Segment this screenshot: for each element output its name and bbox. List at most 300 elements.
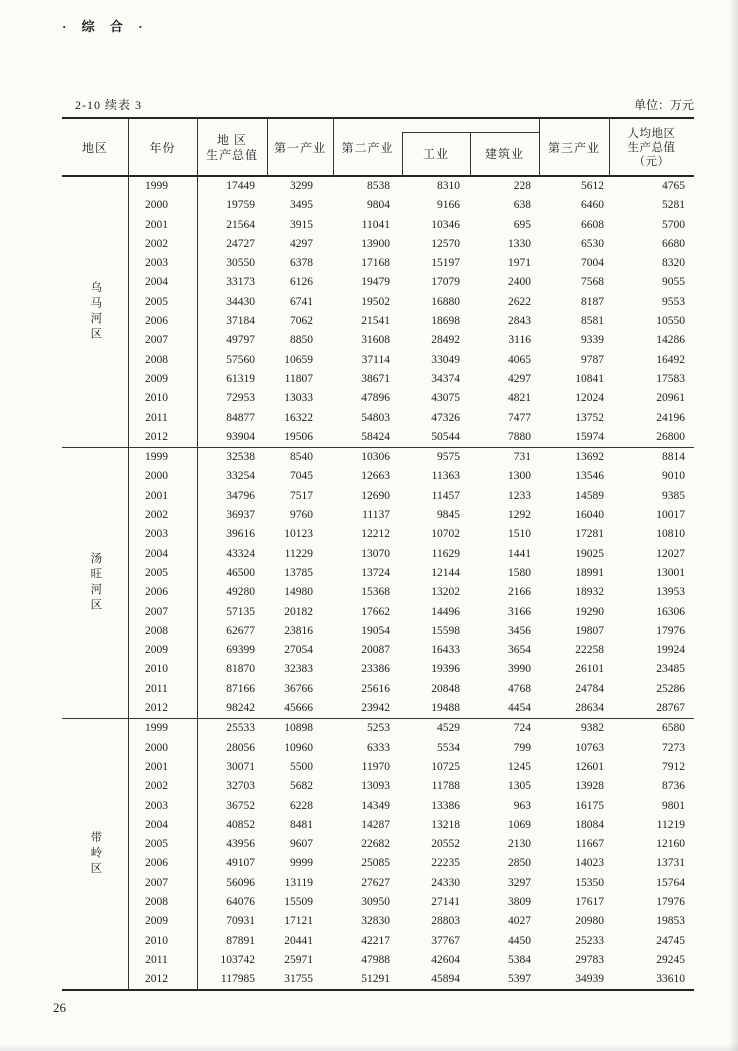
table-row: [62, 216, 694, 235]
value-cell: 13119: [284, 876, 313, 889]
table-row: [62, 874, 694, 893]
table-row: [62, 428, 694, 448]
scan-edge-shadow: [0, 1043, 738, 1051]
value-cell: 10810: [656, 528, 685, 541]
value-cell: 19502: [361, 295, 390, 308]
year-cell: 2007: [128, 603, 197, 622]
value-cell: 11137: [362, 509, 390, 522]
value-cell: 6228: [290, 799, 313, 812]
col-header-industry-label: 工业: [422, 147, 449, 161]
value-cell: 14496: [431, 605, 460, 618]
value-cell: 4297: [290, 237, 313, 250]
value-cell: 3297: [508, 876, 531, 889]
value-cell: 4027: [508, 915, 531, 928]
year-cell: 2001: [128, 487, 197, 506]
value-cell: 799: [513, 741, 531, 754]
year-cell: 2001: [128, 758, 197, 777]
value-cell: 21541: [361, 315, 390, 328]
value-cell: 56096: [226, 876, 255, 889]
value-cell: 1233: [508, 489, 531, 502]
table-row: [62, 545, 694, 564]
value-cell: 87891: [226, 934, 255, 947]
value-cell: 3990: [508, 663, 531, 676]
table-row: [62, 409, 694, 428]
value-cell: 10841: [575, 372, 604, 385]
value-cell: 16880: [431, 295, 460, 308]
col-header-secondary-industry: [333, 119, 402, 177]
value-cell: 13785: [284, 566, 313, 579]
value-cell: 31608: [361, 334, 390, 347]
value-cell: 1971: [508, 257, 531, 270]
value-cell: 12160: [656, 838, 685, 851]
year-cell: 2002: [128, 235, 197, 254]
value-cell: 57560: [226, 353, 255, 366]
value-cell: 11041: [361, 218, 390, 231]
table-row: [62, 293, 694, 312]
value-cell: 6741: [290, 295, 313, 308]
col-header-primary-label: 第一产业: [273, 140, 326, 155]
scan-edge-shadow: [729, 0, 738, 1051]
value-cell: 13900: [361, 237, 390, 250]
col-header-region: [62, 119, 128, 177]
value-cell: 13386: [431, 799, 460, 812]
table-row: [62, 603, 694, 622]
value-cell: 3456: [508, 624, 531, 637]
value-cell: 42604: [431, 953, 460, 966]
table-row: [62, 448, 694, 468]
value-cell: 4821: [508, 392, 531, 405]
table-row: [62, 351, 694, 370]
value-cell: 17281: [575, 528, 604, 541]
value-cell: 2622: [508, 295, 531, 308]
year-cell: 1999: [128, 719, 197, 739]
value-cell: 12690: [361, 489, 390, 502]
table-bottom-border: [62, 989, 694, 991]
year-cell: 2010: [128, 389, 197, 408]
value-cell: 11229: [284, 547, 313, 560]
value-cell: 6378: [290, 257, 313, 270]
value-cell: 30071: [226, 760, 255, 773]
value-cell: 15197: [431, 257, 460, 270]
value-cell: 4529: [402, 719, 470, 739]
value-cell: 14023: [575, 857, 604, 870]
value-cell: 15764: [656, 876, 685, 889]
value-cell: 14286: [656, 334, 685, 347]
value-cell: 7062: [290, 315, 313, 328]
value-cell: 34939: [575, 973, 604, 986]
value-cell: 11363: [431, 470, 460, 483]
value-cell: 10123: [284, 528, 313, 541]
value-cell: 62677: [226, 624, 255, 637]
value-cell: 13953: [656, 586, 685, 599]
value-cell: 69399: [226, 644, 255, 657]
value-cell: 11219: [656, 818, 685, 831]
value-cell: 1245: [508, 760, 531, 773]
value-cell: 27141: [431, 895, 460, 908]
value-cell: 8481: [290, 818, 313, 831]
value-cell: 10725: [431, 760, 460, 773]
value-cell: 14980: [284, 586, 313, 599]
value-cell: 18084: [575, 818, 604, 831]
value-cell: 10898: [267, 719, 333, 739]
year-cell: 2007: [128, 331, 197, 350]
value-cell: 3299: [290, 180, 313, 192]
table-row: [62, 777, 694, 796]
table-header: [62, 119, 694, 177]
table-row: [62, 641, 694, 660]
year-cell: 2012: [128, 970, 197, 989]
value-cell: 4450: [508, 934, 531, 947]
value-cell: 9166: [437, 199, 460, 212]
value-cell: 3654: [508, 644, 531, 657]
value-cell: 30550: [226, 257, 255, 270]
value-cell: 14349: [361, 799, 390, 812]
col-header-secondary-label: 第二产业: [341, 140, 394, 155]
value-cell: 5534: [437, 741, 460, 754]
value-cell: 57135: [226, 605, 255, 618]
value-cell: 14589: [575, 489, 604, 502]
page-number: 26: [53, 1000, 66, 1015]
value-cell: 45666: [284, 702, 313, 715]
value-cell: 47988: [361, 953, 390, 966]
year-cell: 2001: [128, 216, 197, 235]
year-cell: 2007: [128, 874, 197, 893]
value-cell: 13731: [656, 857, 685, 870]
value-cell: 22682: [361, 838, 390, 851]
year-cell: 2009: [128, 912, 197, 931]
value-cell: 6460: [581, 199, 604, 212]
value-cell: 1292: [508, 509, 531, 522]
table-row: [62, 797, 694, 816]
value-cell: 49107: [226, 857, 255, 870]
value-cell: 4768: [508, 682, 531, 695]
col-header-per-capita-gdp: [609, 119, 694, 177]
value-cell: 98242: [226, 702, 255, 715]
table-row: [62, 467, 694, 486]
value-cell: 3116: [508, 334, 531, 347]
value-cell: 27627: [361, 876, 390, 889]
value-cell: 17079: [431, 276, 460, 289]
value-cell: 30950: [361, 895, 390, 908]
value-cell: 26101: [575, 663, 604, 676]
value-cell: 7477: [508, 411, 531, 424]
value-cell: 8850: [290, 334, 313, 347]
value-cell: 8320: [662, 257, 685, 270]
value-cell: 28056: [226, 741, 255, 754]
value-cell: 9010: [662, 470, 685, 483]
table-row: [62, 389, 694, 408]
value-cell: 43324: [226, 547, 255, 560]
value-cell: 20441: [284, 934, 313, 947]
value-cell: 17976: [656, 895, 685, 908]
value-cell: 33173: [226, 276, 255, 289]
value-cell: 695: [513, 218, 531, 231]
value-cell: 13928: [575, 780, 604, 793]
value-cell: 8736: [662, 780, 685, 793]
value-cell: 19479: [361, 276, 390, 289]
value-cell: 8187: [581, 295, 604, 308]
value-cell: 6126: [290, 276, 313, 289]
table-row: [62, 235, 694, 254]
value-cell: 3809: [508, 895, 531, 908]
value-cell: 37114: [361, 353, 390, 366]
value-cell: 12601: [575, 760, 604, 773]
value-cell: 6580: [609, 719, 694, 739]
table-row: [62, 506, 694, 525]
value-cell: 81870: [226, 663, 255, 676]
table-row: [62, 758, 694, 777]
value-cell: 49797: [226, 334, 255, 347]
value-cell: 12024: [575, 392, 604, 405]
region-label: 汤旺河区: [62, 448, 128, 719]
table-row: [62, 854, 694, 873]
value-cell: 117985: [220, 973, 255, 986]
value-cell: 3915: [290, 218, 313, 231]
year-cell: 2002: [128, 777, 197, 796]
value-cell: 1441: [508, 547, 531, 560]
value-cell: 23942: [361, 702, 390, 715]
value-cell: 24330: [431, 876, 460, 889]
table-body: [62, 177, 694, 989]
year-cell: 2005: [128, 293, 197, 312]
value-cell: 11788: [431, 780, 460, 793]
value-cell: 8814: [609, 448, 694, 468]
value-cell: 4454: [508, 702, 531, 715]
value-cell: 5384: [508, 953, 531, 966]
value-cell: 15350: [575, 876, 604, 889]
year-cell: 2003: [128, 254, 197, 273]
value-cell: 16433: [431, 644, 460, 657]
value-cell: 19488: [431, 702, 460, 715]
col-header-gdp: [197, 119, 267, 177]
year-cell: 2006: [128, 854, 197, 873]
value-cell: 24727: [226, 237, 255, 250]
table-row: [62, 487, 694, 506]
value-cell: 5682: [290, 780, 313, 793]
value-cell: 9339: [581, 334, 604, 347]
value-cell: 103742: [220, 953, 255, 966]
col-header-year-label: 年份: [149, 140, 176, 155]
table-row: [62, 970, 694, 989]
value-cell: 84877: [226, 411, 255, 424]
value-cell: 19807: [575, 624, 604, 637]
value-cell: 9999: [290, 857, 313, 870]
value-cell: 32703: [226, 780, 255, 793]
col-header-tertiary-industry: [539, 119, 609, 177]
value-cell: 638: [513, 199, 531, 212]
value-cell: 36766: [284, 682, 313, 695]
value-cell: 25533: [197, 719, 267, 739]
value-cell: 18698: [431, 315, 460, 328]
value-cell: 16322: [284, 411, 313, 424]
col-header-tertiary-label: 第三产业: [547, 140, 600, 155]
value-cell: 15598: [431, 624, 460, 637]
value-cell: 9787: [581, 353, 604, 366]
value-cell: 4065: [508, 353, 531, 366]
value-cell: 13692: [539, 448, 609, 468]
value-cell: 18932: [575, 586, 604, 599]
value-cell: 2130: [508, 838, 531, 851]
col-header-gdp-line1: 地 区: [216, 133, 247, 147]
value-cell: 3495: [290, 199, 313, 212]
value-cell: 12027: [656, 547, 685, 560]
table-row: [62, 893, 694, 912]
value-cell: 13546: [575, 470, 604, 483]
value-cell: 731: [470, 448, 539, 468]
table-row: [62, 739, 694, 758]
value-cell: 13070: [361, 547, 390, 560]
statistics-table: [62, 117, 694, 991]
value-cell: 36937: [226, 509, 255, 522]
value-cell: 10702: [431, 528, 460, 541]
value-cell: 64076: [226, 895, 255, 908]
value-cell: 15974: [575, 430, 604, 443]
value-cell: 15368: [361, 586, 390, 599]
value-cell: 17168: [361, 257, 390, 270]
value-cell: 11629: [431, 547, 460, 560]
value-cell: 7912: [662, 760, 685, 773]
value-cell: 9804: [367, 199, 390, 212]
table-row: [62, 331, 694, 350]
value-cell: 27054: [284, 644, 313, 657]
year-cell: 2000: [128, 739, 197, 758]
table-row: [62, 951, 694, 970]
value-cell: 54803: [361, 411, 390, 424]
value-cell: 25286: [656, 682, 685, 695]
year-cell: 2010: [128, 660, 197, 679]
value-cell: 6680: [662, 237, 685, 250]
value-cell: 31755: [284, 973, 313, 986]
year-cell: 2000: [128, 196, 197, 215]
year-cell: 2003: [128, 797, 197, 816]
value-cell: 5500: [290, 760, 313, 773]
value-cell: 17121: [284, 915, 313, 928]
value-cell: 40852: [226, 818, 255, 831]
year-cell: 1999: [128, 177, 197, 196]
value-cell: 16306: [656, 605, 685, 618]
value-cell: 47326: [431, 411, 460, 424]
value-cell: 5612: [581, 180, 604, 192]
col-header-percap-line2: 生产总值: [627, 142, 676, 154]
year-cell: 2006: [128, 312, 197, 331]
table-row: [62, 525, 694, 544]
unit-label: 单位：万元: [633, 98, 694, 112]
table-row: [62, 622, 694, 641]
value-cell: 9801: [662, 799, 685, 812]
col-header-primary-industry: [267, 119, 333, 177]
value-cell: 19506: [284, 430, 313, 443]
value-cell: 37767: [431, 934, 460, 947]
year-cell: 2012: [128, 699, 197, 719]
value-cell: 9553: [662, 295, 685, 308]
value-cell: 6530: [581, 237, 604, 250]
value-cell: 13033: [284, 392, 313, 405]
year-cell: 2006: [128, 583, 197, 602]
table-row: [62, 719, 694, 739]
col-header-construction-label: 建筑业: [484, 147, 524, 161]
value-cell: 13724: [361, 566, 390, 579]
table-row: [62, 254, 694, 273]
col-header-region-label: 地区: [81, 140, 108, 155]
value-cell: 37184: [226, 315, 255, 328]
value-cell: 13752: [575, 411, 604, 424]
value-cell: 72953: [226, 392, 255, 405]
value-cell: 1330: [508, 237, 531, 250]
value-cell: 5700: [662, 218, 685, 231]
col-header-construction: [470, 132, 539, 177]
value-cell: 17449: [226, 180, 255, 192]
value-cell: 1069: [508, 818, 531, 831]
year-cell: 2009: [128, 641, 197, 660]
value-cell: 8310: [437, 180, 460, 192]
value-cell: 7517: [290, 489, 313, 502]
value-cell: 11667: [575, 838, 604, 851]
value-cell: 10017: [656, 509, 685, 522]
value-cell: 93904: [226, 430, 255, 443]
value-cell: 51291: [361, 973, 390, 986]
value-cell: 87166: [226, 682, 255, 695]
value-cell: 20980: [575, 915, 604, 928]
value-cell: 5397: [508, 973, 531, 986]
table-row: [62, 583, 694, 602]
value-cell: 2843: [508, 315, 531, 328]
value-cell: 9607: [290, 838, 313, 851]
value-cell: 20182: [284, 605, 313, 618]
value-cell: 13001: [656, 566, 685, 579]
table-row: [62, 312, 694, 331]
value-cell: 24745: [656, 934, 685, 947]
value-cell: 9055: [662, 276, 685, 289]
value-cell: 36752: [226, 799, 255, 812]
value-cell: 9382: [539, 719, 609, 739]
region-label: 带岭区: [62, 719, 128, 990]
value-cell: 17662: [361, 605, 390, 618]
table-row: [62, 816, 694, 835]
value-cell: 34796: [226, 489, 255, 502]
value-cell: 33610: [656, 973, 685, 986]
year-cell: 2011: [128, 409, 197, 428]
value-cell: 12570: [431, 237, 460, 250]
value-cell: 34374: [431, 372, 460, 385]
value-cell: 16492: [656, 353, 685, 366]
value-cell: 2850: [508, 857, 531, 870]
value-cell: 1580: [508, 566, 531, 579]
value-cell: 6333: [367, 741, 390, 754]
table-row: [62, 680, 694, 699]
value-cell: 22235: [431, 857, 460, 870]
value-cell: 9575: [402, 448, 470, 468]
value-cell: 10346: [431, 218, 460, 231]
value-cell: 11457: [431, 489, 460, 502]
value-cell: 2400: [508, 276, 531, 289]
year-cell: 2004: [128, 273, 197, 292]
value-cell: 20552: [431, 838, 460, 851]
value-cell: 29783: [575, 953, 604, 966]
value-cell: 29245: [656, 953, 685, 966]
value-cell: 17976: [656, 624, 685, 637]
value-cell: 46500: [226, 566, 255, 579]
table-row: [62, 177, 694, 196]
value-cell: 43075: [431, 392, 460, 405]
col-header-industry: [402, 132, 470, 177]
value-cell: 19025: [575, 547, 604, 560]
value-cell: 70931: [226, 915, 255, 928]
value-cell: 17617: [575, 895, 604, 908]
value-cell: 25085: [361, 857, 390, 870]
value-cell: 42217: [361, 934, 390, 947]
value-cell: 39616: [226, 528, 255, 541]
value-cell: 25971: [284, 953, 313, 966]
